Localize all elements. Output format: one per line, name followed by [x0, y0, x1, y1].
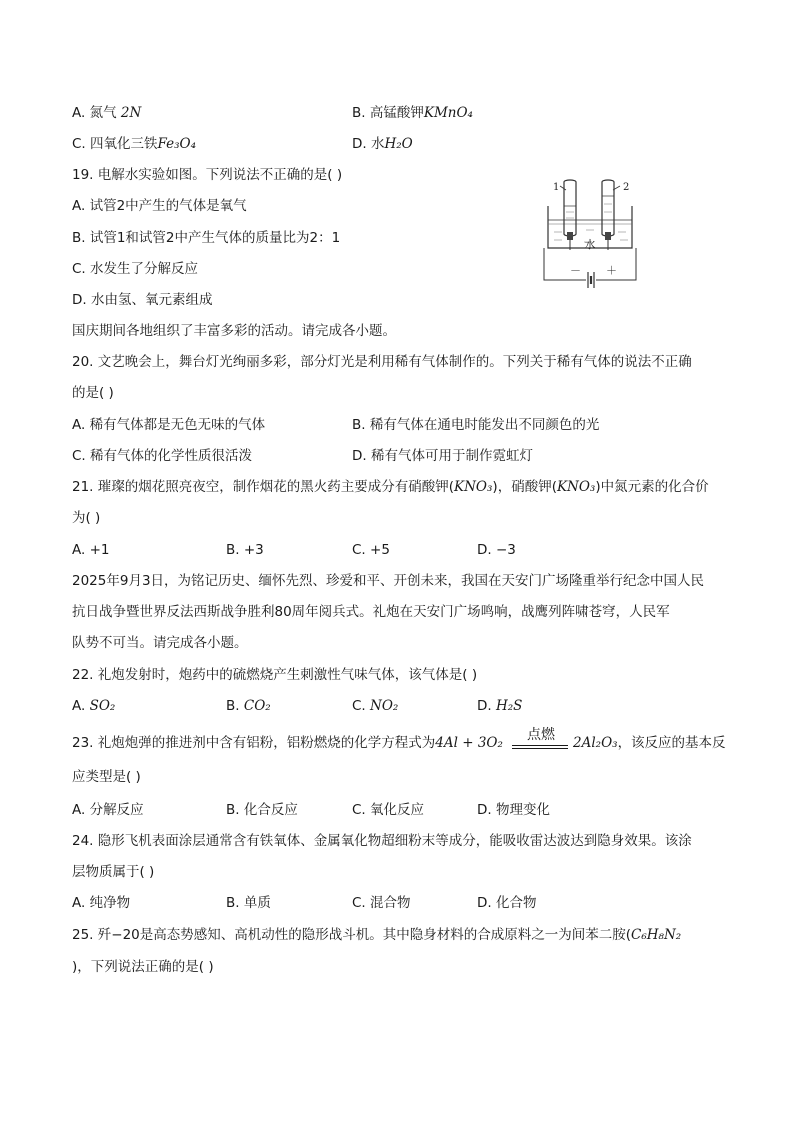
q19-option-b: B. 试管1和试管2中产生气体的质量比为2：1 — [72, 230, 341, 246]
q21-stem-line1: 21. 璀璨的烟花照亮夜空，制作烟花的黑火药主要成分有硝酸钾(KNO₃)，硝酸钾(KNO₃)中氮元素的化合价 — [72, 479, 709, 495]
q18-option-a: A. 氮气 2N — [72, 105, 142, 121]
electrolysis-diagram — [540, 172, 640, 290]
q19-option-c: C. 水发生了分解反应 — [72, 261, 199, 277]
q21-stem-line2: 为( ) — [72, 510, 101, 526]
q21-option-d: D. −3 — [477, 542, 516, 558]
q23-option-d: D. 物理变化 — [477, 802, 550, 818]
q21-option-a: A. +1 — [72, 542, 110, 558]
q23-option-c: C. 氧化反应 — [352, 802, 425, 818]
tube-1-label: 1 — [553, 182, 560, 193]
parade-intro-line2: 抗日战争暨世界反法西斯战争胜利80周年阅兵式。礼炮在天安门广场鸣响，战鹰列阵啸苍穹，人民军 — [72, 604, 670, 620]
q20-option-d: D. 稀有气体可用于制作霓虹灯 — [352, 448, 533, 464]
q20-stem-line2: 的是( ) — [72, 385, 114, 401]
q22-option-c: C. NO₂ — [352, 698, 399, 714]
q23-option-b: B. 化合反应 — [226, 802, 298, 818]
equation-line-bottom — [512, 748, 568, 749]
q21-option-c: C. +5 — [352, 542, 390, 558]
q24-option-c: C. 混合物 — [352, 895, 411, 911]
q22-stem: 22. 礼炮发射时，炮药中的硫燃烧产生刺激性气味气体，该气体是( ) — [72, 667, 478, 683]
q21-option-b: B. +3 — [226, 542, 264, 558]
q22-option-b: B. CO₂ — [226, 698, 271, 714]
q23-stem-line1-end: 2Al₂O₃，该反应的基本反 — [573, 735, 726, 751]
q25-stem-line1: 25. 歼−20是高态势感知、高机动性的隐形战斗机。其中隐身材料的合成原料之一为间苯二胺(C₆H₈N₂ — [72, 927, 682, 943]
holiday-intro: 国庆期间各地组织了丰富多彩的活动。请完成各小题。 — [72, 323, 396, 339]
reaction-condition: 点燃 — [527, 727, 555, 743]
parade-intro-line1: 2025年9月3日，为铭记历史、缅怀先烈、珍爱和平、开创未来，我国在天安门广场隆重举行纪念中国人民 — [72, 573, 705, 589]
tube-2-label: 2 — [623, 182, 630, 193]
q24-stem-line1: 24. 隐形飞机表面涂层通常含有铁氧体、金属氧化物超细粉末等成分，能吸收雷达波达到隐身效果。该涂 — [72, 833, 692, 849]
q25-stem-line2: )，下列说法正确的是( ) — [72, 959, 214, 975]
q23-option-a: A. 分解反应 — [72, 802, 144, 818]
q24-stem-line2: 层物质属于( ) — [72, 864, 155, 880]
plus-sign: ＋ — [606, 264, 617, 277]
q19-option-a: A. 试管2中产生的气体是氧气 — [72, 198, 247, 214]
water-label: 水 — [584, 238, 596, 251]
q20-option-a: A. 稀有气体都是无色无味的气体 — [72, 417, 266, 433]
q18-option-c: C. 四氧化三铁Fe₃O₄ — [72, 136, 197, 152]
q18-option-d: D. 水H₂O — [352, 136, 413, 152]
q23-stem-line1: 23. 礼炮炮弹的推进剂中含有铝粉，铝粉燃烧的化学方程式为4Al + 3O₂ — [72, 735, 503, 751]
q22-option-a: A. SO₂ — [72, 698, 116, 714]
q24-option-b: B. 单质 — [226, 895, 271, 911]
q23-stem-line2: 应类型是( ) — [72, 769, 141, 785]
q24-option-a: A. 纯净物 — [72, 895, 131, 911]
q20-stem-line1: 20. 文艺晚会上，舞台灯光绚丽多彩，部分灯光是利用稀有气体制作的。下列关于稀有气体的说法不正确 — [72, 354, 692, 370]
equation-line-top — [512, 745, 568, 746]
minus-sign: － — [570, 264, 581, 277]
parade-intro-line3: 队势不可当。请完成各小题。 — [72, 635, 248, 651]
q18-option-b: B. 高锰酸钾KMnO₄ — [352, 105, 473, 121]
q20-option-b: B. 稀有气体在通电时能发出不同颜色的光 — [352, 417, 600, 433]
q19-option-d: D. 水由氢、氧元素组成 — [72, 292, 213, 308]
q22-option-d: D. H₂S — [477, 698, 523, 714]
q24-option-d: D. 化合物 — [477, 895, 537, 911]
q19-stem: 19. 电解水实验如图。下列说法不正确的是( ) — [72, 167, 343, 183]
q20-option-c: C. 稀有气体的化学性质很活泼 — [72, 448, 253, 464]
